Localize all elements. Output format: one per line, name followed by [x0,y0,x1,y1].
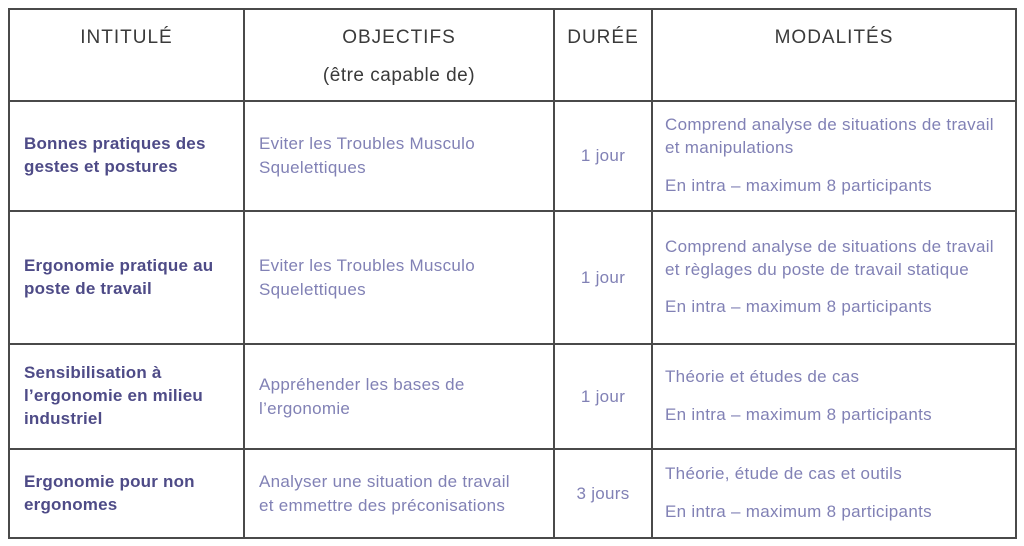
cell-objectifs: Eviter les Troubles Musculo Squelettiques [244,211,554,344]
cell-duree: 3 jours [554,449,652,538]
table-header-row [9,9,1016,101]
cell-intitule: Ergonomie pratique au poste de travail [9,211,244,344]
header-duree-label: DURÉE [567,27,639,48]
cell-objectifs: Eviter les Troubles Musculo Squelettiques [244,101,554,211]
header-intitule [9,9,244,101]
modalites-paragraph: En intra – maximum 8 participants [665,297,932,317]
cell-intitule: Sensibilisation à l’ergonomie en milieu industriel [9,344,244,449]
table-row [9,344,1016,449]
cell-objectifs: Appréhender les bases de l’ergonomie [244,344,554,449]
cell-duree: 1 jour [554,101,652,211]
header-objectifs [244,9,554,101]
cell-objectifs: Analyser une situation de travail et emmettre des préconisations [244,449,554,538]
header-modalites-label: MODALITÉS [774,27,894,48]
cell-modalites [652,211,1016,344]
cell-intitule: Bonnes pratiques des gestes et postures [9,101,244,211]
header-modalites [652,9,1016,101]
header-duree [554,9,652,101]
cell-duree: 1 jour [554,211,652,344]
cell-duree: 1 jour [554,344,652,449]
header-objectifs-label: OBJECTIFS [342,27,456,48]
modalites-paragraph: En intra – maximum 8 participants [665,405,932,424]
cell-modalites [652,449,1016,538]
training-table [8,8,1017,539]
table-row [9,211,1016,344]
modalites-paragraph: Comprend analyse de situations de travail et règlages du poste de travail statique [665,236,994,279]
modalites-paragraph: Théorie, étude de cas et outils [665,464,903,484]
modalites-paragraph: En intra – maximum 8 participants [665,502,932,521]
header-intitule-label: INTITULÉ [80,27,173,48]
cell-modalites [652,101,1016,211]
header-objectifs-sublabel: (être capable de) [322,65,476,86]
table-row [9,101,1016,211]
modalites-paragraph: En intra – maximum 8 participants [665,175,932,195]
cell-modalites [652,344,1016,449]
training-table-container [8,8,1015,537]
table-row [9,449,1016,538]
modalites-paragraph: Comprend analyse de situations de travail et manipulations [665,115,994,158]
modalites-paragraph: Théorie et études de cas [665,367,860,387]
cell-intitule: Ergonomie pour non ergonomes [9,449,244,538]
